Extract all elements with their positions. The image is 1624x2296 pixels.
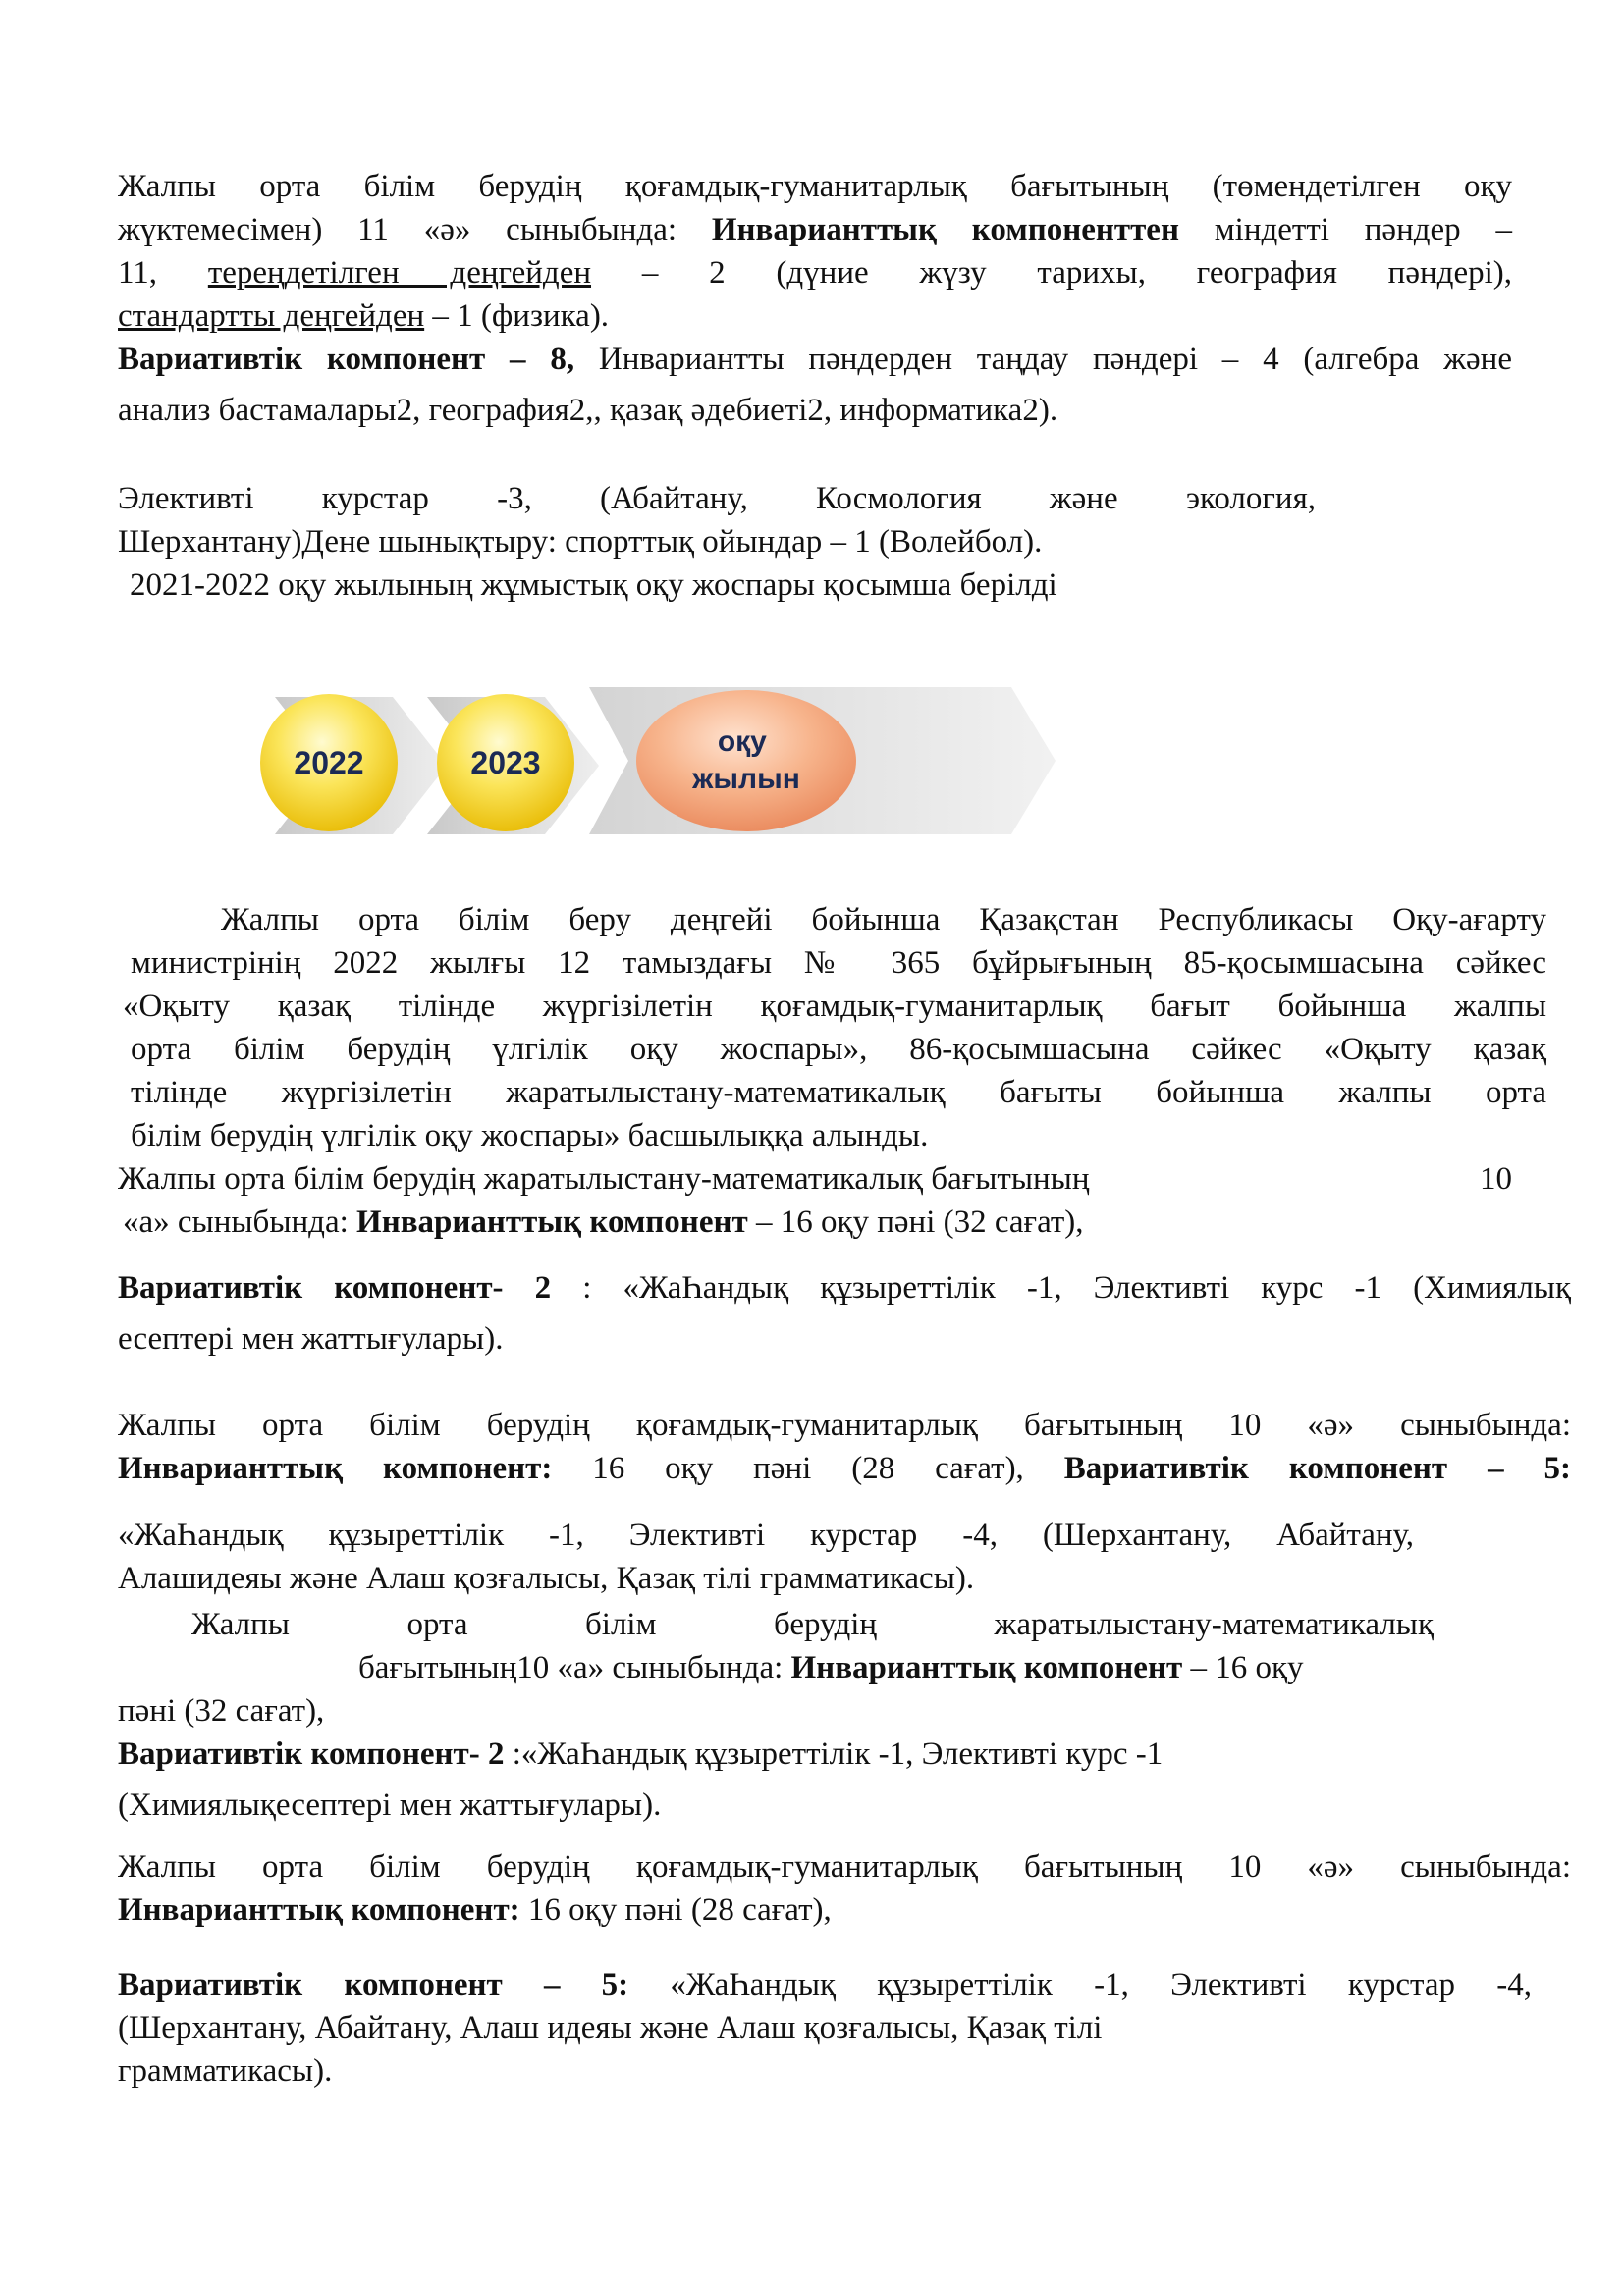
text-line: «ЖаҺандық құзыреттілік -1, Элективті курстар -4, (Шерхантану, Абайтану, — [118, 1518, 1414, 1553]
paragraph-elective-courses — [118, 477, 1316, 607]
paragraph-global-competence — [118, 1514, 1414, 1600]
paragraph-social-humanitarian-11 — [118, 165, 1512, 432]
text-line: Алашидеяы және Алаш қозғалысы, Қазақ тілі грамматикасы). — [118, 1561, 975, 1596]
text-line: білім берудің үлгілік оқу жоспары» басшылыққа алынды. — [131, 1118, 929, 1153]
text-line: пәні (32 сағат), — [118, 1693, 325, 1729]
text-line: Жалпы орта білім берудің жаратылыстану-математикалық — [191, 1607, 1434, 1642]
text-line: стандартты деңгейден – 1 (физика). — [118, 298, 610, 334]
paragraph-natural-math-10 — [118, 1603, 1492, 1827]
text-line: Вариативтік компонент – 5: «ЖаҺандық құзыреттілік -1, Элективті курстар -4, — [118, 1967, 1532, 2002]
text-line: (Химиялықесептері мен жаттығулары). — [118, 1788, 662, 1823]
text-line: анализ бастамалары2, география2,, қазақ әдебиеті2, информатика2). — [118, 393, 1058, 428]
academic-year-bubble — [636, 690, 856, 831]
academic-year-word: жылын — [692, 763, 800, 795]
academic-year-timeline — [196, 658, 1080, 854]
text-line: орта білім берудің үлгілік оқу жоспары», 86-қосымшасына сәйкес «Оқыту қазақ — [131, 1032, 1546, 1067]
paragraph-variative-2 — [118, 1266, 1571, 1361]
text-line: Жалпы орта білім беру деңгейі бойынша Қазақстан Республикасы Оқу-ағарту — [221, 902, 1546, 937]
text-line: Инварианттық компонент: 16 оқу пәні (28 сағат), — [118, 1893, 832, 1928]
text-line: Вариативтік компонент – 8, Инвариантты пәндерден таңдау пәндері – 4 (алгебра және — [118, 342, 1512, 377]
text-line: министрінің 2022 жылғы 12 тамыздағы № 365 бұйрығының 85-қосымшасына сәйкес — [131, 945, 1546, 981]
text-line: 2021-2022 оқу жылының жұмыстық оқу жоспары қосымша берілді — [130, 567, 1057, 603]
text-line: Жалпы орта білім берудің қоғамдық-гуманитарлық бағытының 10 «ә» сыныбында: — [118, 1849, 1571, 1885]
paragraph-social-humanitarian-10-b — [118, 1845, 1571, 1932]
text-line: Инварианттық компонент: 16 оқу пәні (28 сағат), Вариативтік компонент – 5: — [118, 1451, 1571, 1486]
text-line: Шерхантану)Дене шынықтыру: спорттық ойындар – 1 (Волейбол). — [118, 524, 1043, 560]
text-line: Элективті курстар -3, (Абайтану, Космология және экология, — [118, 481, 1316, 516]
text-line: грамматикасы). — [118, 2054, 333, 2089]
year-label: 2022 — [294, 745, 364, 780]
paragraph-social-humanitarian-10 — [118, 1404, 1571, 1490]
text-line: Вариативтік компонент- 2 : «ЖаҺандық құзыреттілік -1, Элективті курс -1 (Химиялық — [118, 1270, 1571, 1306]
text-line: бағытының10 «а» сыныбында: Инварианттық компонент – 16 оқу — [358, 1650, 1304, 1685]
text-line: есептері мен жаттығулары). — [118, 1321, 504, 1357]
text-line: Жалпы орта білім берудің қоғамдық-гуманитарлық бағытының 10 «ә» сыныбында: — [118, 1408, 1571, 1443]
text-line: (Шерхантану, Абайтану, Алаш идеяы және Алаш қозғалысы, Қазақ тілі — [118, 2010, 1103, 2046]
text-line: Вариативтік компонент- 2 :«ЖаҺандық құзыреттілік -1, Элективті курс -1 — [118, 1736, 1164, 1772]
text-line: Жалпы орта білім берудің жаратылыстану-математикалық бағытының 10 — [118, 1161, 1512, 1197]
text-line: «Оқыту қазақ тілінде жүргізілетін қоғамдық-гуманитарлық бағыт бойынша жалпы — [123, 988, 1546, 1024]
paragraph-variative-5 — [118, 1963, 1532, 2093]
text-line: жүктемесімен) 11 «ә» сыныбында: Инварианттық компоненттен міндетті пәндер – — [118, 212, 1512, 247]
academic-year-word: оқу — [717, 725, 767, 758]
text-line: тілінде жүргізілетін жаратылыстану-математикалық бағыты бойынша жалпы орта — [131, 1075, 1546, 1110]
text-line: 11, тереңдетілген деңгейден – 2 (дүние жүзу тарихы, география пәндері), — [118, 255, 1512, 291]
text-line: «а» сыныбында: Инварианттық компонент – 16 оқу пәні (32 сағат), — [123, 1204, 1084, 1240]
year-label: 2023 — [470, 745, 541, 780]
text-line: Жалпы орта білім берудің қоғамдық-гуманитарлық бағытының (төмендетілген оқу — [118, 169, 1512, 204]
paragraph-ministry-order — [118, 898, 1546, 1244]
